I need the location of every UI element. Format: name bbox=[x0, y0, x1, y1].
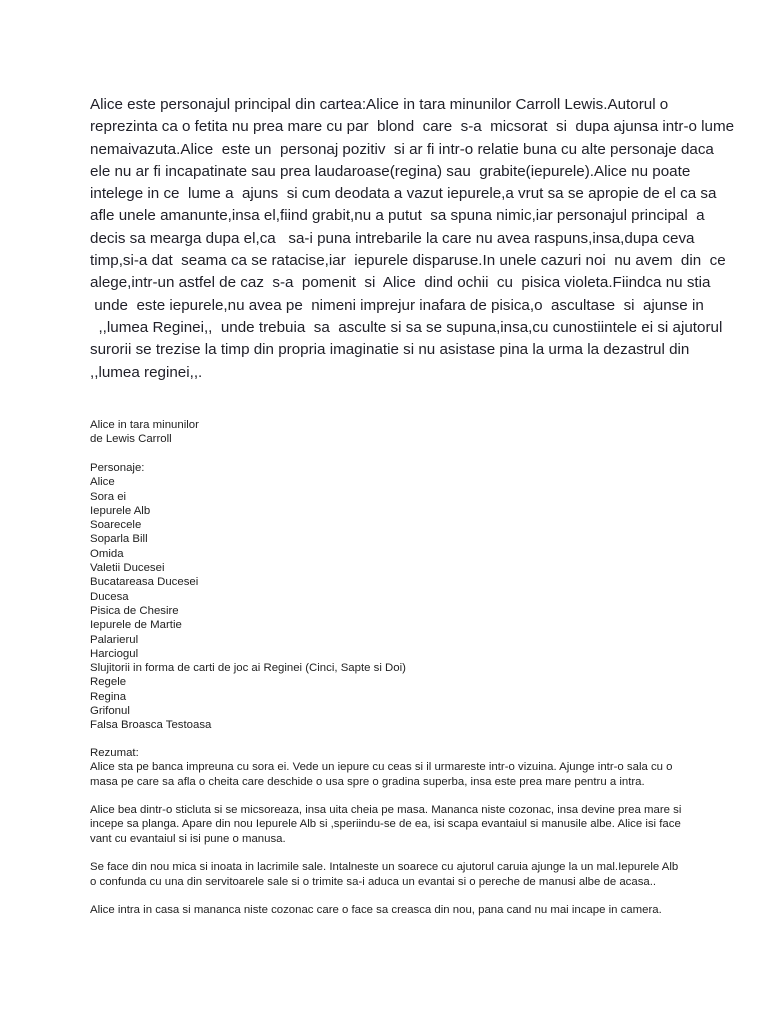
summary-line: masa pe care sa afla o cheita care deschide o usa spre o gradina superba, insa este prea mare pentru a intra. bbox=[90, 775, 645, 788]
intro-paragraph bbox=[90, 94, 735, 384]
intro-line: intelege in ce lume a ajuns si cum deodata a vazut iepurele,a vrut sa se apropie de el ca sa bbox=[90, 185, 717, 203]
character-item: Pisica de Chesire bbox=[90, 604, 179, 617]
summary-paragraph bbox=[90, 803, 690, 846]
summary-section bbox=[90, 746, 690, 918]
character-item: Palarierul bbox=[90, 633, 139, 646]
summary-line: incepe sa planga. Apare din nou Iepurele Alb si ,speriindu-se de ea, isi scapa evantaiul si manusile albe. Alice isi face bbox=[90, 818, 681, 831]
intro-line: decis sa mearga dupa el,ca sa-i puna intrebarile la care nu avea raspuns,insa,dupa ceva bbox=[90, 229, 695, 247]
intro-line: timp,si-a dat seama ca se ratacise,iar iepurele disparuse.In unele cazuri noi nu avem din ce bbox=[90, 252, 726, 270]
character-item: Sora ei bbox=[90, 490, 127, 503]
intro-line: ele nu ar fi incapatinate sau prea laudaroase(regina) sau grabite(iepurele).Alice nu poate bbox=[90, 162, 691, 180]
book-heading bbox=[90, 418, 690, 447]
book-author: de Lewis Carroll bbox=[90, 433, 172, 446]
summary-line: o confunda cu una din servitoarele sale si o trimite sa-i aduca un evantai si o pereche de manusi albe de acasa.. bbox=[90, 875, 657, 888]
character-item: Grifonul bbox=[90, 705, 130, 718]
character-item: Soparla Bill bbox=[90, 533, 148, 546]
character-item: Iepurele de Martie bbox=[90, 619, 182, 632]
character-item: Valetii Ducesei bbox=[90, 562, 165, 575]
character-item: Iepurele Alb bbox=[90, 504, 151, 517]
summary-paragraph bbox=[90, 760, 690, 789]
summary-line: Alice sta pe banca impreuna cu sora ei. Vede un iepure cu ceas si il urmareste intr-o vizuina. Ajunge intr-o sala cu o bbox=[90, 761, 673, 774]
summary-line: Alice intra in casa si mananca niste cozonac care o face sa creasca din nou, pana cand nu mai incape in camera. bbox=[90, 904, 662, 917]
book-title: Alice in tara minunilor bbox=[90, 419, 199, 431]
summary-paragraph bbox=[90, 860, 690, 889]
summary-line: vant cu evantaiul si isi pune o manusa. bbox=[90, 832, 286, 845]
character-item: Alice bbox=[90, 476, 115, 489]
intro-line: unde este iepurele,nu avea pe nimeni imprejur inafara de pisica,o ascultase si ajunse in bbox=[90, 296, 704, 314]
summary-heading: Rezumat: bbox=[90, 747, 139, 759]
intro-line: nemaivazuta.Alice este un personaj pozitiv si ar fi intr-o relatie buna cu alte personaje daca bbox=[90, 140, 714, 158]
character-item: Regina bbox=[90, 690, 127, 703]
intro-line: alege,intr-un astfel de caz s-a pomenit si Alice dind ochii cu pisica violeta.Fiindca nu stia bbox=[90, 274, 711, 292]
character-item: Soarecele bbox=[90, 519, 142, 532]
characters-heading: Personaje: bbox=[90, 462, 145, 474]
character-item: Slujitorii in forma de carti de joc ai Reginei (Cinci, Sapte si Doi) bbox=[90, 662, 406, 675]
summary-paragraph bbox=[90, 903, 690, 917]
character-item: Ducesa bbox=[90, 590, 129, 603]
character-item: Regele bbox=[90, 676, 127, 689]
character-item: Bucatareasa Ducesei bbox=[90, 576, 199, 589]
intro-line: ,,lumea reginei,,. bbox=[90, 363, 203, 381]
character-item: Falsa Broasca Testoasa bbox=[90, 719, 212, 732]
intro-line: afle unele amanunte,insa el,fiind grabit,nu a putut sa spuna nimic,iar personajul principal a bbox=[90, 207, 705, 225]
intro-line: ,,lumea Reginei,, unde trebuia sa asculte si sa se supuna,insa,cu cunostiintele ei si ajutorul bbox=[90, 318, 723, 336]
character-item: Omida bbox=[90, 547, 124, 560]
summary-line: Alice bea dintr-o sticluta si se micsoreaza, insa uita cheia pe masa. Mananca niste cozonac, insa devine prea mare si bbox=[90, 804, 682, 817]
character-item: Harciogul bbox=[90, 647, 139, 660]
intro-line: surorii se trezise la timp din propria imaginatie si nu asistase pina la urma la dezastrul din bbox=[90, 341, 690, 359]
intro-line: reprezinta ca o fetita nu prea mare cu par blond care s-a micsorat si dupa ajunsa intr-o lume bbox=[90, 118, 735, 136]
summary-line: Se face din nou mica si inoata in lacrimile sale. Intalneste un soarece cu ajutorul caruia ajunge la un mal.Iepurele Alb bbox=[90, 861, 679, 874]
intro-line: Alice este personajul principal din cartea:Alice in tara minunilor Carroll Lewis.Autorul o bbox=[90, 96, 669, 113]
characters-list bbox=[90, 461, 690, 733]
